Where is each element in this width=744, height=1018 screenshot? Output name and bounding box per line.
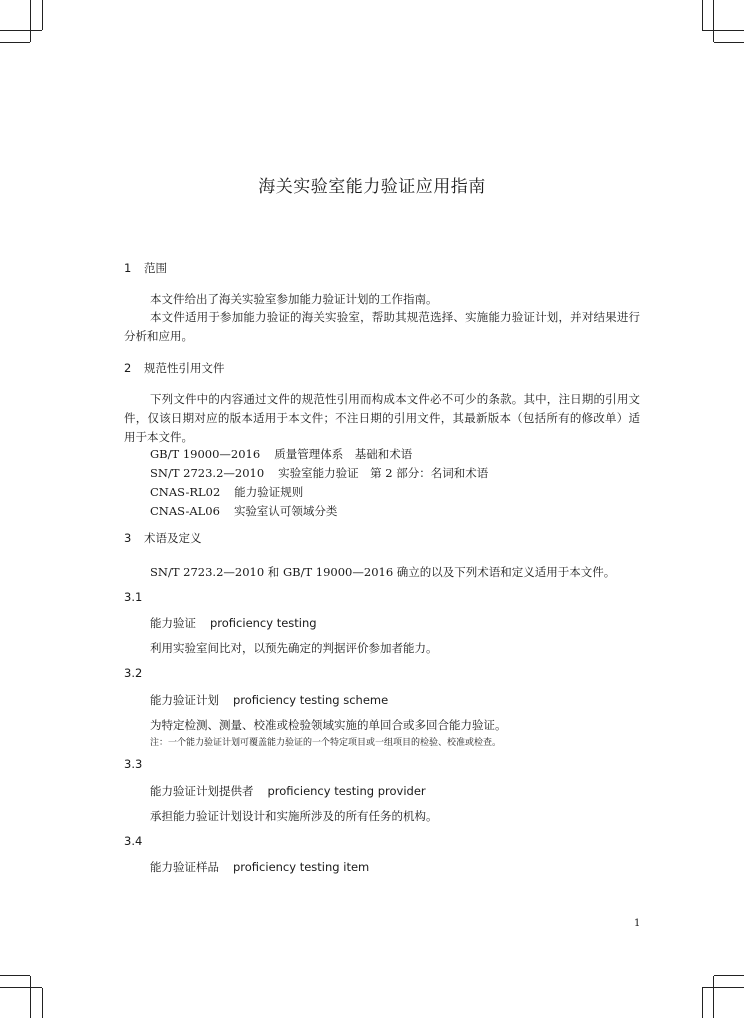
references-intro: 下列文件中的内容通过文件的规范性引用而构成本文件必不可少的条款。其中，注日期的引用文件，仅该日期对应的版本适用于本文件；不注日期的引用文件，其最新版本（包括所有的修改单）适用于本文件。 — [124, 392, 640, 444]
term-entry — [150, 783, 426, 799]
term-definition: 利用实验室间比对，以预先确定的判据评价参加者能力。 — [150, 641, 438, 655]
term-entry — [150, 615, 317, 631]
reference-item — [150, 503, 337, 519]
term-note: 注：一个能力验证计划可覆盖能力验证的一个特定项目或一组项目的检验、校准或检查。 — [150, 738, 502, 748]
reference-code: CNAS-AL06 — [150, 504, 220, 518]
term-entry — [150, 692, 388, 708]
term-zh: 能力验证计划 — [150, 693, 219, 707]
section-number: 3 — [124, 531, 132, 545]
reference-item — [150, 446, 412, 462]
reference-code: SN/T 2723.2—2010 — [150, 466, 265, 480]
term-en: proficiency testing provider — [267, 784, 426, 798]
reference-code: CNAS-RL02 — [150, 485, 221, 499]
scope-paragraph-1: 本文件给出了海关实验室参加能力验证计划的工作指南。 — [150, 292, 438, 306]
reference-name: 能力验证规则 — [234, 485, 304, 499]
reference-item — [150, 465, 488, 481]
page-number: 1 — [634, 918, 641, 929]
section-heading-terms — [124, 530, 202, 546]
reference-name: 实验室认可领域分类 — [233, 504, 338, 518]
reference-code: GB/T 19000—2016 — [150, 447, 261, 461]
term-entry — [150, 859, 369, 875]
term-en: proficiency testing scheme — [233, 693, 389, 707]
clause-number: 3.4 — [124, 834, 143, 848]
section-number: 2 — [124, 361, 132, 375]
clause-number: 3.1 — [124, 590, 143, 604]
reference-item — [150, 484, 303, 500]
term-definition: 承担能力验证计划设计和实施所涉及的所有任务的机构。 — [150, 809, 438, 823]
term-zh: 能力验证计划提供者 — [150, 784, 254, 798]
term-en: proficiency testing — [210, 616, 317, 630]
reference-name: 实验室能力验证 第 2 部分：名词和术语 — [278, 466, 489, 480]
clause-number: 3.2 — [124, 666, 143, 680]
section-title: 范围 — [144, 261, 167, 275]
scope-paragraph-2: 本文件适用于参加能力验证的海关实验室，帮助其规范选择、实施能力验证计划，并对结果进行分析和应用。 — [124, 310, 640, 343]
section-title: 规范性引用文件 — [144, 361, 225, 375]
section-heading-references — [124, 360, 225, 376]
terms-intro: SN/T 2723.2—2010 和 GB/T 19000—2016 确立的以及下列术语和定义适用于本文件。 — [150, 565, 616, 579]
term-en: proficiency testing item — [233, 860, 370, 874]
section-title: 术语及定义 — [144, 531, 202, 545]
section-number: 1 — [124, 261, 132, 275]
page-title: 海关实验室能力验证应用指南 — [258, 177, 486, 197]
term-definition: 为特定检测、测量、校准或检验领域实施的单回合或多回合能力验证。 — [150, 718, 507, 732]
clause-number: 3.3 — [124, 757, 143, 771]
term-zh: 能力验证样品 — [150, 860, 219, 874]
reference-name: 质量管理体系 基础和术语 — [274, 447, 413, 461]
section-heading-scope — [124, 260, 167, 276]
term-zh: 能力验证 — [150, 616, 196, 630]
